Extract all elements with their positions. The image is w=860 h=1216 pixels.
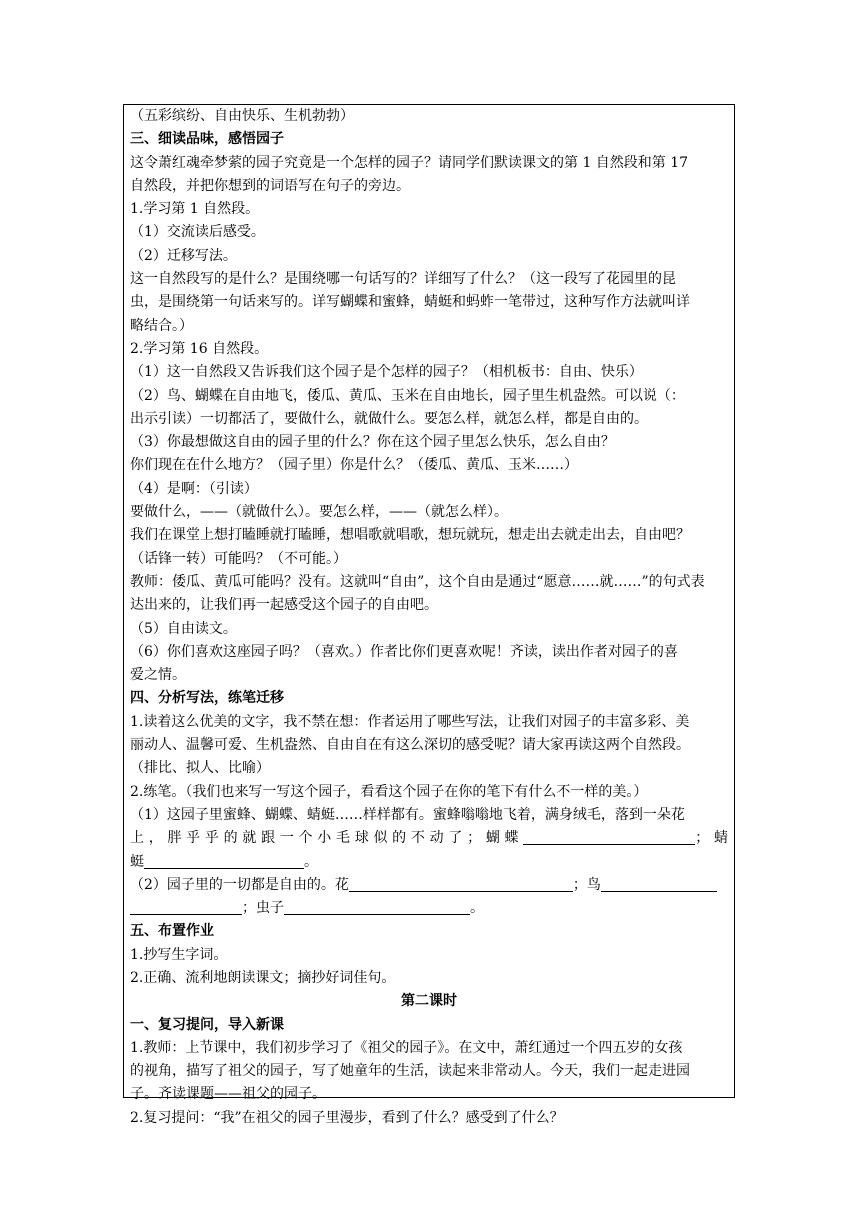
text-line: 2.学习第 16 自然段。 — [130, 340, 269, 357]
answer-blank[interactable] — [601, 876, 717, 892]
answer-blank[interactable] — [144, 853, 304, 869]
text-line: 教师：倭瓜、黄瓜可能吗？没有。这就叫“自由”，这个自由是通过“愿意……就……”的句式表 — [130, 573, 705, 590]
text-fragment: ；鸟 — [572, 876, 601, 893]
text-line: （2）鸟、蝴蝶在自由地飞，倭瓜、黄瓜、玉米在自由地长，园子里生机盎然。可以说（： — [130, 387, 685, 404]
text-fragment: 。 — [304, 853, 318, 870]
text-line: （3）你最想做这自由的园子里的什么？你在这个园子里怎么快乐，怎么自由？ — [130, 434, 615, 451]
text-line: （五彩缤纷、自由快乐、生机勃勃） — [130, 108, 354, 124]
text-line: 要做什么，——（就做什么）。要怎么样，——（就怎么样）。 — [130, 504, 508, 521]
text-fragment: 蜓 — [130, 853, 144, 870]
text-fragment: ；蜻 — [695, 830, 729, 847]
answer-blank[interactable] — [130, 899, 242, 915]
section-heading: 一、复习提问，导入新课 — [130, 1016, 284, 1033]
text-line: 的视角，描写了祖父的园子，写了她童年的生活，读起来非常动人。今天，我们一起走进园 — [130, 1063, 690, 1080]
text-line: （1）这园子里蜜蜂、蝴蝶、蜻蜓……样样都有。蜜蜂嗡嗡地飞着，满身绒毛，落到一朵花 — [130, 806, 685, 823]
text-line: （话锋一转）可能吗？（不可能。） — [130, 550, 347, 567]
writing-exercise-line — [130, 897, 728, 920]
text-line: 虫，是围绕第一句话来写的。详写蝴蝶和蜜蜂，蜻蜓和蚂蚱一笔带过，这种写作方法就叫详 — [130, 294, 690, 311]
text-line: （4）是啊：（引读） — [130, 480, 258, 497]
text-line: （1）这一自然段又告诉我们这个园子是个怎样的园子？（相机板书：自由、快乐） — [130, 364, 643, 381]
section-heading: 四、分析写法，练笔迁移 — [130, 690, 284, 707]
text-fragment: 上，胖乎乎的就跟一个小毛球似的不动了；蝴蝶 — [130, 830, 524, 847]
text-line: 爱之情。 — [130, 667, 186, 684]
section-heading: 三、细读品味，感悟园子 — [130, 131, 284, 148]
text-line: （5）自由读文。 — [130, 620, 237, 637]
text-line: 略结合。） — [130, 317, 193, 334]
text-line: 丽动人、温馨可爱、生机盎然、自由自在有这么深切的感受呢？请大家再读这两个自然段。 — [130, 737, 690, 754]
text-line: 我们在课堂上想打瞌睡就打瞌睡，想唱歌就唱歌，想玩就玩，想走出去就走出去，自由吧？ — [130, 527, 690, 544]
text-line: 你们现在在什么地方？（园子里）你是什么？（倭瓜、黄瓜、玉米……） — [130, 457, 578, 474]
text-line: （排比、拟人、比喻） — [130, 760, 270, 777]
text-line: 达出来的，让我们再一起感受这个园子的自由吧。 — [130, 597, 438, 614]
text-line: 2.练笔。（我们也来写一写这个园子，看看这个园子在你的笔下有什么不一样的美。） — [130, 783, 648, 800]
text-line: （1）交流读后感受。 — [130, 224, 265, 241]
text-line: 1.读着这么优美的文字，我不禁在想：作者运用了哪些写法，让我们对园子的丰富多彩、美 — [130, 713, 690, 730]
lesson-title: 第二课时 — [401, 993, 457, 1010]
lesson-plan-table — [123, 104, 735, 1126]
text-line: （6）你们喜欢这座园子吗？（喜欢。）作者比你们更喜欢呢！齐读，读出作者对园子的喜 — [130, 643, 678, 660]
text-line: 子。齐读课题——祖父的园子。 — [130, 1086, 326, 1103]
text-line: 出示引读）一切都活了，要做什么，就做什么。要怎么样，就怎么样，都是自由的。 — [130, 410, 648, 427]
text-line: （2）迁移写法。 — [130, 247, 237, 264]
text-line: 自然段，并把你想到的词语写在句子的旁边。 — [130, 177, 410, 194]
section-heading: 五、布置作业 — [130, 923, 214, 940]
text-line: 1.教师：上节课中，我们初步学习了《祖父的园子》。在文中，萧红通过一个四五岁的女孩 — [130, 1039, 683, 1056]
text-fragment: ；虫子 — [242, 900, 284, 917]
text-fragment: 。 — [470, 900, 484, 917]
text-line: 这令萧红魂牵梦萦的园子究竟是一个怎样的园子？请同学们默读课文的第 1 自然段和第 17 — [130, 154, 689, 171]
answer-blank[interactable] — [284, 899, 470, 915]
writing-exercise-line — [130, 851, 728, 874]
text-line: 1.抄写生字词。 — [130, 946, 228, 963]
text-line: 1.学习第 1 自然段。 — [130, 201, 260, 218]
writing-exercise-line — [130, 874, 728, 897]
text-line: 2.正确、流利地朗读课文；摘抄好词佳句。 — [130, 969, 396, 986]
answer-blank[interactable] — [523, 829, 695, 845]
text-fragment: （2）园子里的一切都是自由的。花 — [130, 876, 349, 893]
text-line: 这一自然段写的是什么？是围绕哪一句话写的？详细写了什么？（这一段写了花园里的昆 — [130, 271, 676, 288]
writing-exercise-line — [130, 827, 728, 850]
text-line: 2.复习提问：“我”在祖父的园子里漫步，看到了什么？感受到了什么？ — [130, 1109, 564, 1126]
answer-blank[interactable] — [349, 876, 573, 892]
